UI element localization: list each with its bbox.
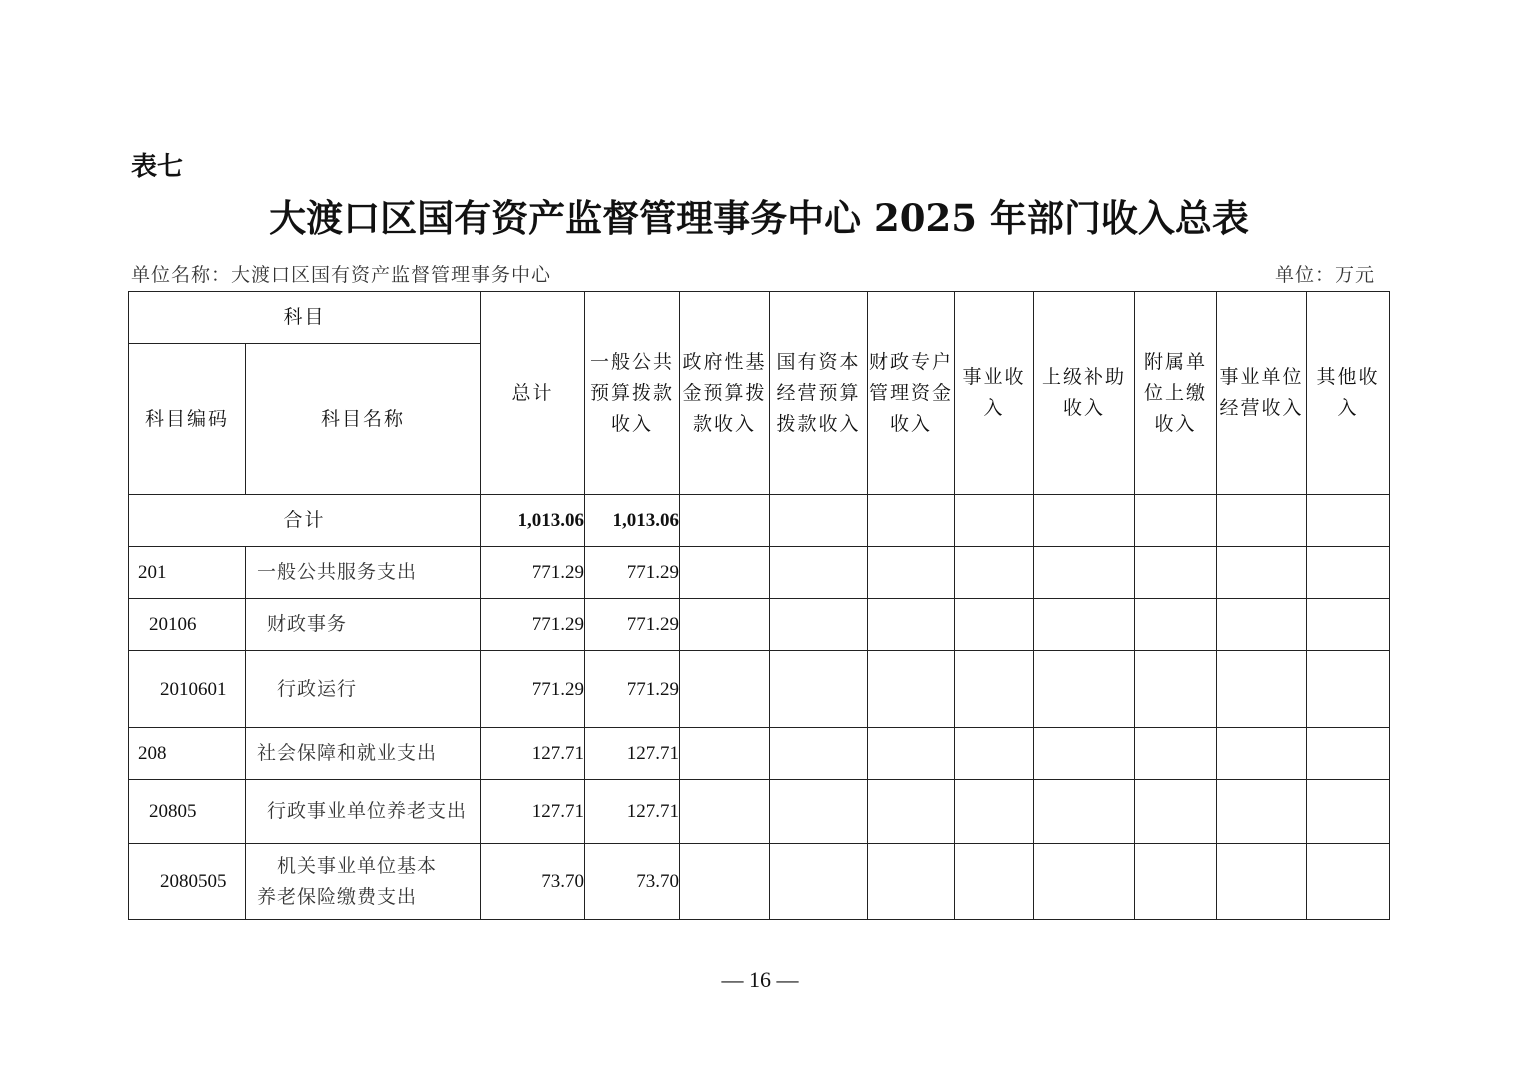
table-row [129, 780, 1390, 844]
total-label: 合计 [129, 495, 481, 547]
row-total: 127.71 [481, 728, 585, 780]
row-general-budget: 127.71 [585, 780, 680, 844]
row-name: 一般公共服务支出 [246, 547, 481, 599]
row-code: 20106 [129, 599, 246, 651]
row-code: 201 [129, 547, 246, 599]
header-other-income: 其他收入 [1307, 292, 1390, 495]
row-name: 财政事务 [246, 599, 481, 651]
total-general-budget: 1,013.06 [585, 495, 680, 547]
row-general-budget: 771.29 [585, 599, 680, 651]
row-general-budget: 771.29 [585, 651, 680, 728]
header-operating-income: 事业单位经营收入 [1217, 292, 1307, 495]
row-total: 73.70 [481, 844, 585, 920]
header-affiliated-income: 附属单位上缴收入 [1135, 292, 1217, 495]
row-total: 771.29 [481, 599, 585, 651]
row-total: 771.29 [481, 547, 585, 599]
row-code: 208 [129, 728, 246, 780]
header-superior-subsidy: 上级补助收入 [1034, 292, 1135, 495]
header-gov-fund: 政府性基金预算拨款收入 [680, 292, 770, 495]
header-subject-name: 科目名称 [246, 344, 481, 495]
unit-name: 单位名称：大渡口区国有资产监督管理事务中心 [131, 264, 552, 286]
table-row [129, 651, 1390, 728]
header-general-budget: 一般公共预算拨款收入 [585, 292, 680, 495]
row-general-budget: 73.70 [585, 844, 680, 920]
row-total: 127.71 [481, 780, 585, 844]
row-total: 771.29 [481, 651, 585, 728]
row-name: 机关事业单位基本养老保险缴费支出 [246, 844, 481, 920]
row-general-budget: 127.71 [585, 728, 680, 780]
header-business-income: 事业收入 [955, 292, 1034, 495]
row-general-budget: 771.29 [585, 547, 680, 599]
row-code: 2080505 [129, 844, 246, 920]
header-subject: 科目 [129, 292, 481, 344]
page-title: 大渡口区国有资产监督管理事务中心 2025 年部门收入总表 [269, 196, 1249, 240]
header-subject-code: 科目编码 [129, 344, 246, 495]
total-total: 1,013.06 [481, 495, 585, 547]
unit-label: 单位：万元 [1274, 264, 1375, 286]
header-special-fund: 财政专户管理资金收入 [868, 292, 955, 495]
page-number: — 16 — [721, 967, 799, 992]
row-name: 社会保障和就业支出 [246, 728, 481, 780]
row-code: 2010601 [129, 651, 246, 728]
header-total: 总计 [481, 292, 585, 495]
table-label: 表七 [131, 152, 184, 182]
table-row [129, 599, 1390, 651]
row-name: 行政事业单位养老支出 [246, 780, 481, 844]
table-row [129, 844, 1390, 920]
table-row [129, 547, 1390, 599]
table-row [129, 728, 1390, 780]
header-state-capital: 国有资本经营预算拨款收入 [770, 292, 868, 495]
income-table [128, 291, 1390, 920]
row-name: 行政运行 [246, 651, 481, 728]
row-code: 20805 [129, 780, 246, 844]
total-row [129, 495, 1390, 547]
